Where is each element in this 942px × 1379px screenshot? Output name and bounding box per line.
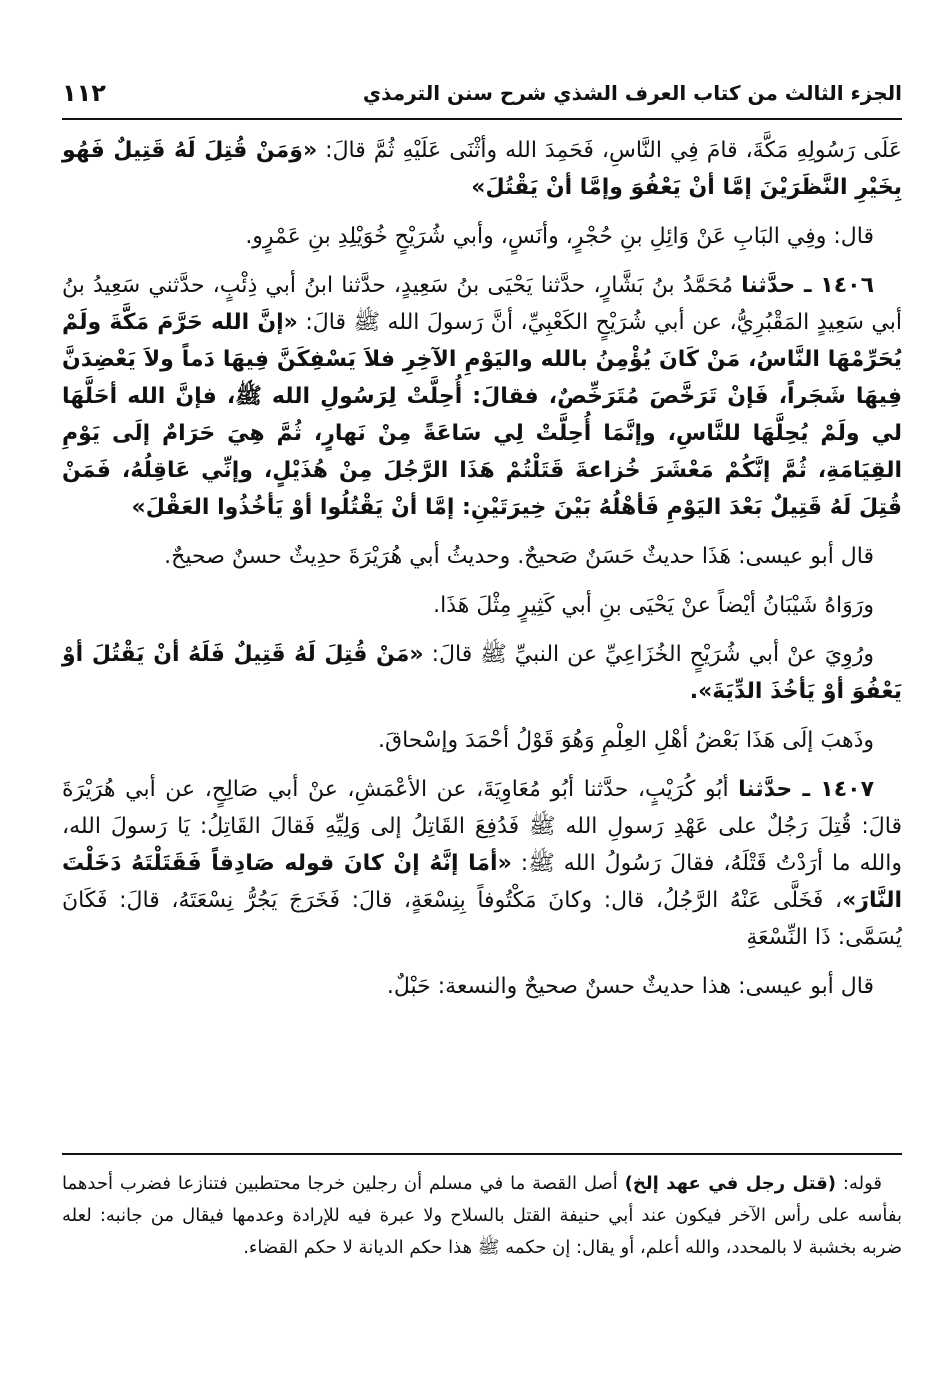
hadith-quote: «أمَا إنَّهُ إنْ كانَ قوله صَادِقاً فَقَتَلْتَهُ دَخَلْتَ النَّارَ»: [62, 851, 902, 913]
footnote-text: [62, 1168, 902, 1264]
paragraph-text: عَلَى رَسُولِهِ مَكَّةَ، قامَ فِي النَّاسِ، فَحَمِدَ الله وأثْنَى عَلَيْهِ ثُمَّ قالَ:: [317, 138, 902, 163]
hadith-quote: «وَمَنْ قُتِلَ لَهُ قَتِيلٌ فَهُو بِخَيْرِ النَّظَرَيْنَ إمَّا أنْ يَعْفُوَ وإمَّا أنْ يَقْتُلَ»: [62, 138, 902, 200]
paragraph-5: [62, 587, 902, 624]
paragraph-text: قال أبو عيسى: هَذَا حديثٌ حَسَنٌ صَحيحٌ. وحديثُ أبي هُرَيْرَةَ حدِيثٌ حسنٌ صحيحٌ.: [164, 544, 874, 569]
isnad-text: أبُو كُرَيْبٍ، حدَّثنا أبُو مُعَاوِيَةَ، عن الأعْمَشِ، عنْ أبي صَالِحٍ، عن أبي هُرَيْرَةَ قالَ: قُتِلَ رَجُلٌ على عَهْدِ رَسولِ الله ﷺ فَدُفِعَ القَاتِلُ إلى وَلِيِّهِ فَقالَ القَاتِلُ: يَا رَسولَ الله، والله ما أرَدْتُ قَتْلَهُ، فقالَ رَسُولُ الله ﷺ:: [62, 777, 902, 876]
footnote-reference: (قتل رجل في عهد إلخ): [624, 1173, 836, 1194]
page-header: [62, 68, 902, 120]
paragraph-6: [62, 636, 902, 710]
paragraph-9: [62, 968, 902, 1005]
footnote-body: أصل القصة ما في مسلم أن رجلين خرجا محتطبين فتنازعا فضرب أحدهما بفأسه على رأس الآخر فيكون عند أبي حنيفة القتل بالسلاح ولا عبرة فيه للإرادة وعدمها فيقال من جانبه: لعله ضربه بخشبة لا بالمحدد، والله أعلم، أو يقال: إن حكمه ﷺ هذا حكم الديانة لا حكم القضاء.: [62, 1173, 902, 1258]
page-number: ١١٢: [62, 79, 106, 107]
main-text: [62, 132, 902, 1017]
hadith-number: ١٤٠٦ ـ حدَّثنا: [741, 273, 875, 298]
hadith-quote: «إنَّ الله حَرَّمَ مَكَّةَ ولَمْ يُحَرِّمْهَا النَّاسُ، مَنْ كَانَ يُؤْمِنُ بالله واليَوْمِ الآخِرِ فلاَ يَسْفِكَنَّ فِيهَا دَماً ولاَ يَعْضِدَنَّ فِيهَا شَجَراً، فَإنْ تَرَخَّصَ مُتَرَخِّصٌ، فقالَ: أُحِلَّتْ لِرَسُولِ الله ﷺ، فإنَّ الله أحَلَّهَا لي ولَمْ يُحِلَّهَا للنَّاسِ، وإنَّمَا أُحِلَّتْ لِي سَاعَةً مِنْ نَهارٍ، ثُمَّ هِيَ حَرَامٌ إلَى يَوْمِ القِيَامَةِ، ثُمَّ إنَّكُمْ مَعْشَرَ خُزاعةَ قَتَلْتُمْ هَذَا الرَّجُلَ مِنْ هُذَيْلٍ، وإنِّي عَاقِلُهُ، فَمَنْ قُتِلَ لَهُ قَتِيلٌ بَعْدَ اليَوْمِ فَأهْلُهُ بَيْنَ خِيرَتَيْنِ: إمَّا أنْ يَقْتُلُوا أوْ يَأخُذُوا العَقْلَ»: [62, 310, 902, 520]
book-page: [62, 58, 902, 1348]
footnote: [62, 1168, 902, 1264]
paragraph-1: [62, 132, 902, 206]
footnote-divider: [62, 1153, 902, 1155]
footnote-lead: قوله:: [835, 1173, 882, 1194]
paragraph-4: [62, 538, 902, 575]
paragraph-text: قال: وفِي البَابِ عَنْ وَائِلِ بنِ حُجْرٍ، وأنَسٍ، وأبي شُرَيْحٍ خُوَيْلِدِ بنِ عَمْرٍو.: [245, 224, 874, 249]
paragraph-text: قال أبو عيسى: هذا حديثٌ حسنٌ صحيحٌ والنسعة: حَبْلٌ.: [386, 974, 874, 999]
hadith-1407: [62, 771, 902, 956]
hadith-1406: [62, 267, 902, 526]
paragraph-text: ، فَخَلَّى عَنْهُ الرَّجُلُ، قال: وكانَ مَكْتُوفاً بِنِسْعَةٍ، قالَ: فَخَرَجَ يَجُرُّ نِسْعَتَهُ، قالَ: فَكَانَ يُسَمَّى: ذَا النِّسْعَةِ: [62, 888, 902, 950]
hadith-number: ١٤٠٧ ـ حدَّثنا: [738, 777, 874, 802]
paragraph-text: ورُوِيَ عنْ أبي شُرَيْحٍ الخُزَاعِيِّ عن النبيِّ ﷺ قالَ:: [423, 642, 874, 667]
paragraph-2: [62, 218, 902, 255]
running-title: الجزء الثالث من كتاب العرف الشذي شرح سنن الترمذي: [362, 81, 902, 105]
paragraph-7: [62, 722, 902, 759]
isnad-text: مُحَمَّدُ بنُ بَشَّارٍ، حدَّثنا يَحْيَى بنُ سَعِيدٍ، حدَّثنا ابنُ أبي ذِئْبٍ، حدَّثني سَعِيدُ بنُ أبي سَعِيدٍ المَقْبُرِيُّ، عن أبي شُرَيْحٍ الكَعْبِيِّ، أنَّ رَسولَ الله ﷺ قالَ:: [62, 273, 903, 335]
paragraph-text: وذَهبَ إلَى هَذَا بَعْضُ أهْلِ العِلْمِ وَهُوَ قَوْلُ أحْمَدَ وإسْحاقَ.: [378, 728, 874, 753]
paragraph-text: ورَوَاهُ شَيْبَانُ أيْضاً عنْ يَحْيَى بنِ أبي كَثِيرٍ مِثْلَ هَذَا.: [433, 593, 874, 618]
hadith-quote: «مَنْ قُتِلَ لَهُ قَتِيلٌ فَلَهُ أنْ يَقْتُلَ أوْ يَعْفُوَ أوْ يَأخُذَ الدِّيَةَ».: [62, 642, 902, 704]
